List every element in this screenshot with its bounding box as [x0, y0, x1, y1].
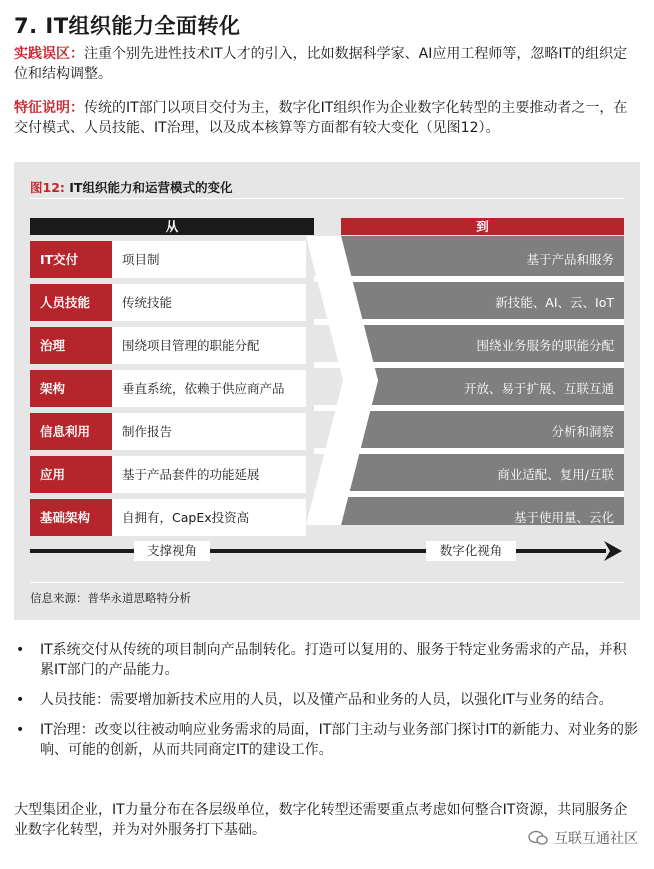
list-item: [14, 690, 640, 710]
bullet-dot-icon: •: [16, 642, 25, 658]
feature-text: 传统的IT部门以项目交付为主，数字化IT组织作为企业数字化转型的主要推动者之一，在交付模式、人员技能、IT治理，以及成本核算等方面都有较大变化（见图12）。: [14, 100, 628, 136]
bullet-dot-icon: •: [16, 692, 25, 708]
section-heading: 7. IT组织能力全面转化: [14, 14, 241, 38]
list-item: [14, 720, 640, 760]
support-perspective-label: 支撑视角: [134, 541, 210, 561]
bullet-text: IT系统交付从传统的项目制向产品制转化。打造可以复用的、服务于特定业务需求的产品，并积累IT部门的产品能力。: [40, 642, 627, 678]
row-from: 垂直系统，依赖于供应商产品: [112, 370, 306, 407]
row-label: 信息利用: [30, 413, 112, 450]
row-label: 治理: [30, 327, 112, 364]
misconception-paragraph: [14, 44, 640, 84]
watermark-text: 互联互通社区: [554, 831, 638, 847]
figure-bottom-rule: [30, 582, 624, 583]
row-to: 分析和洞察: [551, 424, 614, 439]
figure-panel: [14, 162, 640, 620]
row-label: IT交付: [30, 241, 112, 278]
perspective-arrow-head: [604, 541, 622, 561]
figure-number: 图12:: [30, 180, 65, 195]
to-header: 到: [341, 218, 624, 235]
bullet-text: 人员技能：需要增加新技术应用的人员，以及懂产品和业务的人员，以强化IT与业务的结合。: [40, 692, 613, 708]
row-from: 围绕项目管理的职能分配: [112, 327, 306, 364]
row-from: 传统技能: [112, 284, 306, 321]
feature-label: 特征说明：: [14, 100, 84, 116]
row-to: 新技能、AI、云、IoT: [495, 295, 614, 310]
misconception-text: 注重个别先进性技术IT人才的引入，比如数据科学家、AI应用工程师等，忽略IT的组织定位和结构调整。: [14, 46, 628, 82]
row-label: 应用: [30, 456, 112, 493]
row-from: 制作报告: [112, 413, 306, 450]
row-to: 基于产品和服务: [526, 252, 614, 267]
row-to: 围绕业务服务的职能分配: [476, 338, 614, 353]
feature-paragraph: [14, 98, 640, 138]
misconception-label: 实践误区：: [14, 46, 84, 62]
row-label: 架构: [30, 370, 112, 407]
watermark: [528, 828, 638, 848]
bullet-list: [14, 640, 640, 770]
row-label: 人员技能: [30, 284, 112, 321]
closing-paragraph: 大型集团企业，IT力量分布在各层级单位，数字化转型还需要重点考虑如何整合IT资源，共同服务企业数字化转型，并为对外服务打下基础。: [14, 802, 628, 838]
row-to: 商业适配、复用/互联: [497, 467, 614, 482]
list-item: [14, 640, 640, 680]
figure-source: 信息来源：普华永道思略特分析: [30, 591, 191, 605]
row-from: 项目制: [112, 241, 306, 278]
chat-bubble-icon: [528, 830, 548, 846]
row-from: 基于产品套件的功能延展: [112, 456, 306, 493]
row-from: 自拥有，CapEx投资高: [112, 499, 306, 536]
bullet-dot-icon: •: [16, 722, 25, 738]
row-label: 基础架构: [30, 499, 112, 536]
digital-perspective-label: 数字化视角: [426, 541, 516, 561]
row-to: 基于使用量、云化: [513, 510, 614, 525]
figure-title-text: IT组织能力和运营模式的变化: [69, 180, 233, 195]
bullet-text: IT治理：改变以往被动响应业务需求的局面，IT部门主动与业务部门探讨IT的新能力、对业务的影响、可能的创新，从而共同商定IT的建设工作。: [40, 722, 639, 758]
row-to: 开放、易于扩展、互联互通: [463, 381, 614, 396]
from-header: 从: [30, 218, 314, 235]
